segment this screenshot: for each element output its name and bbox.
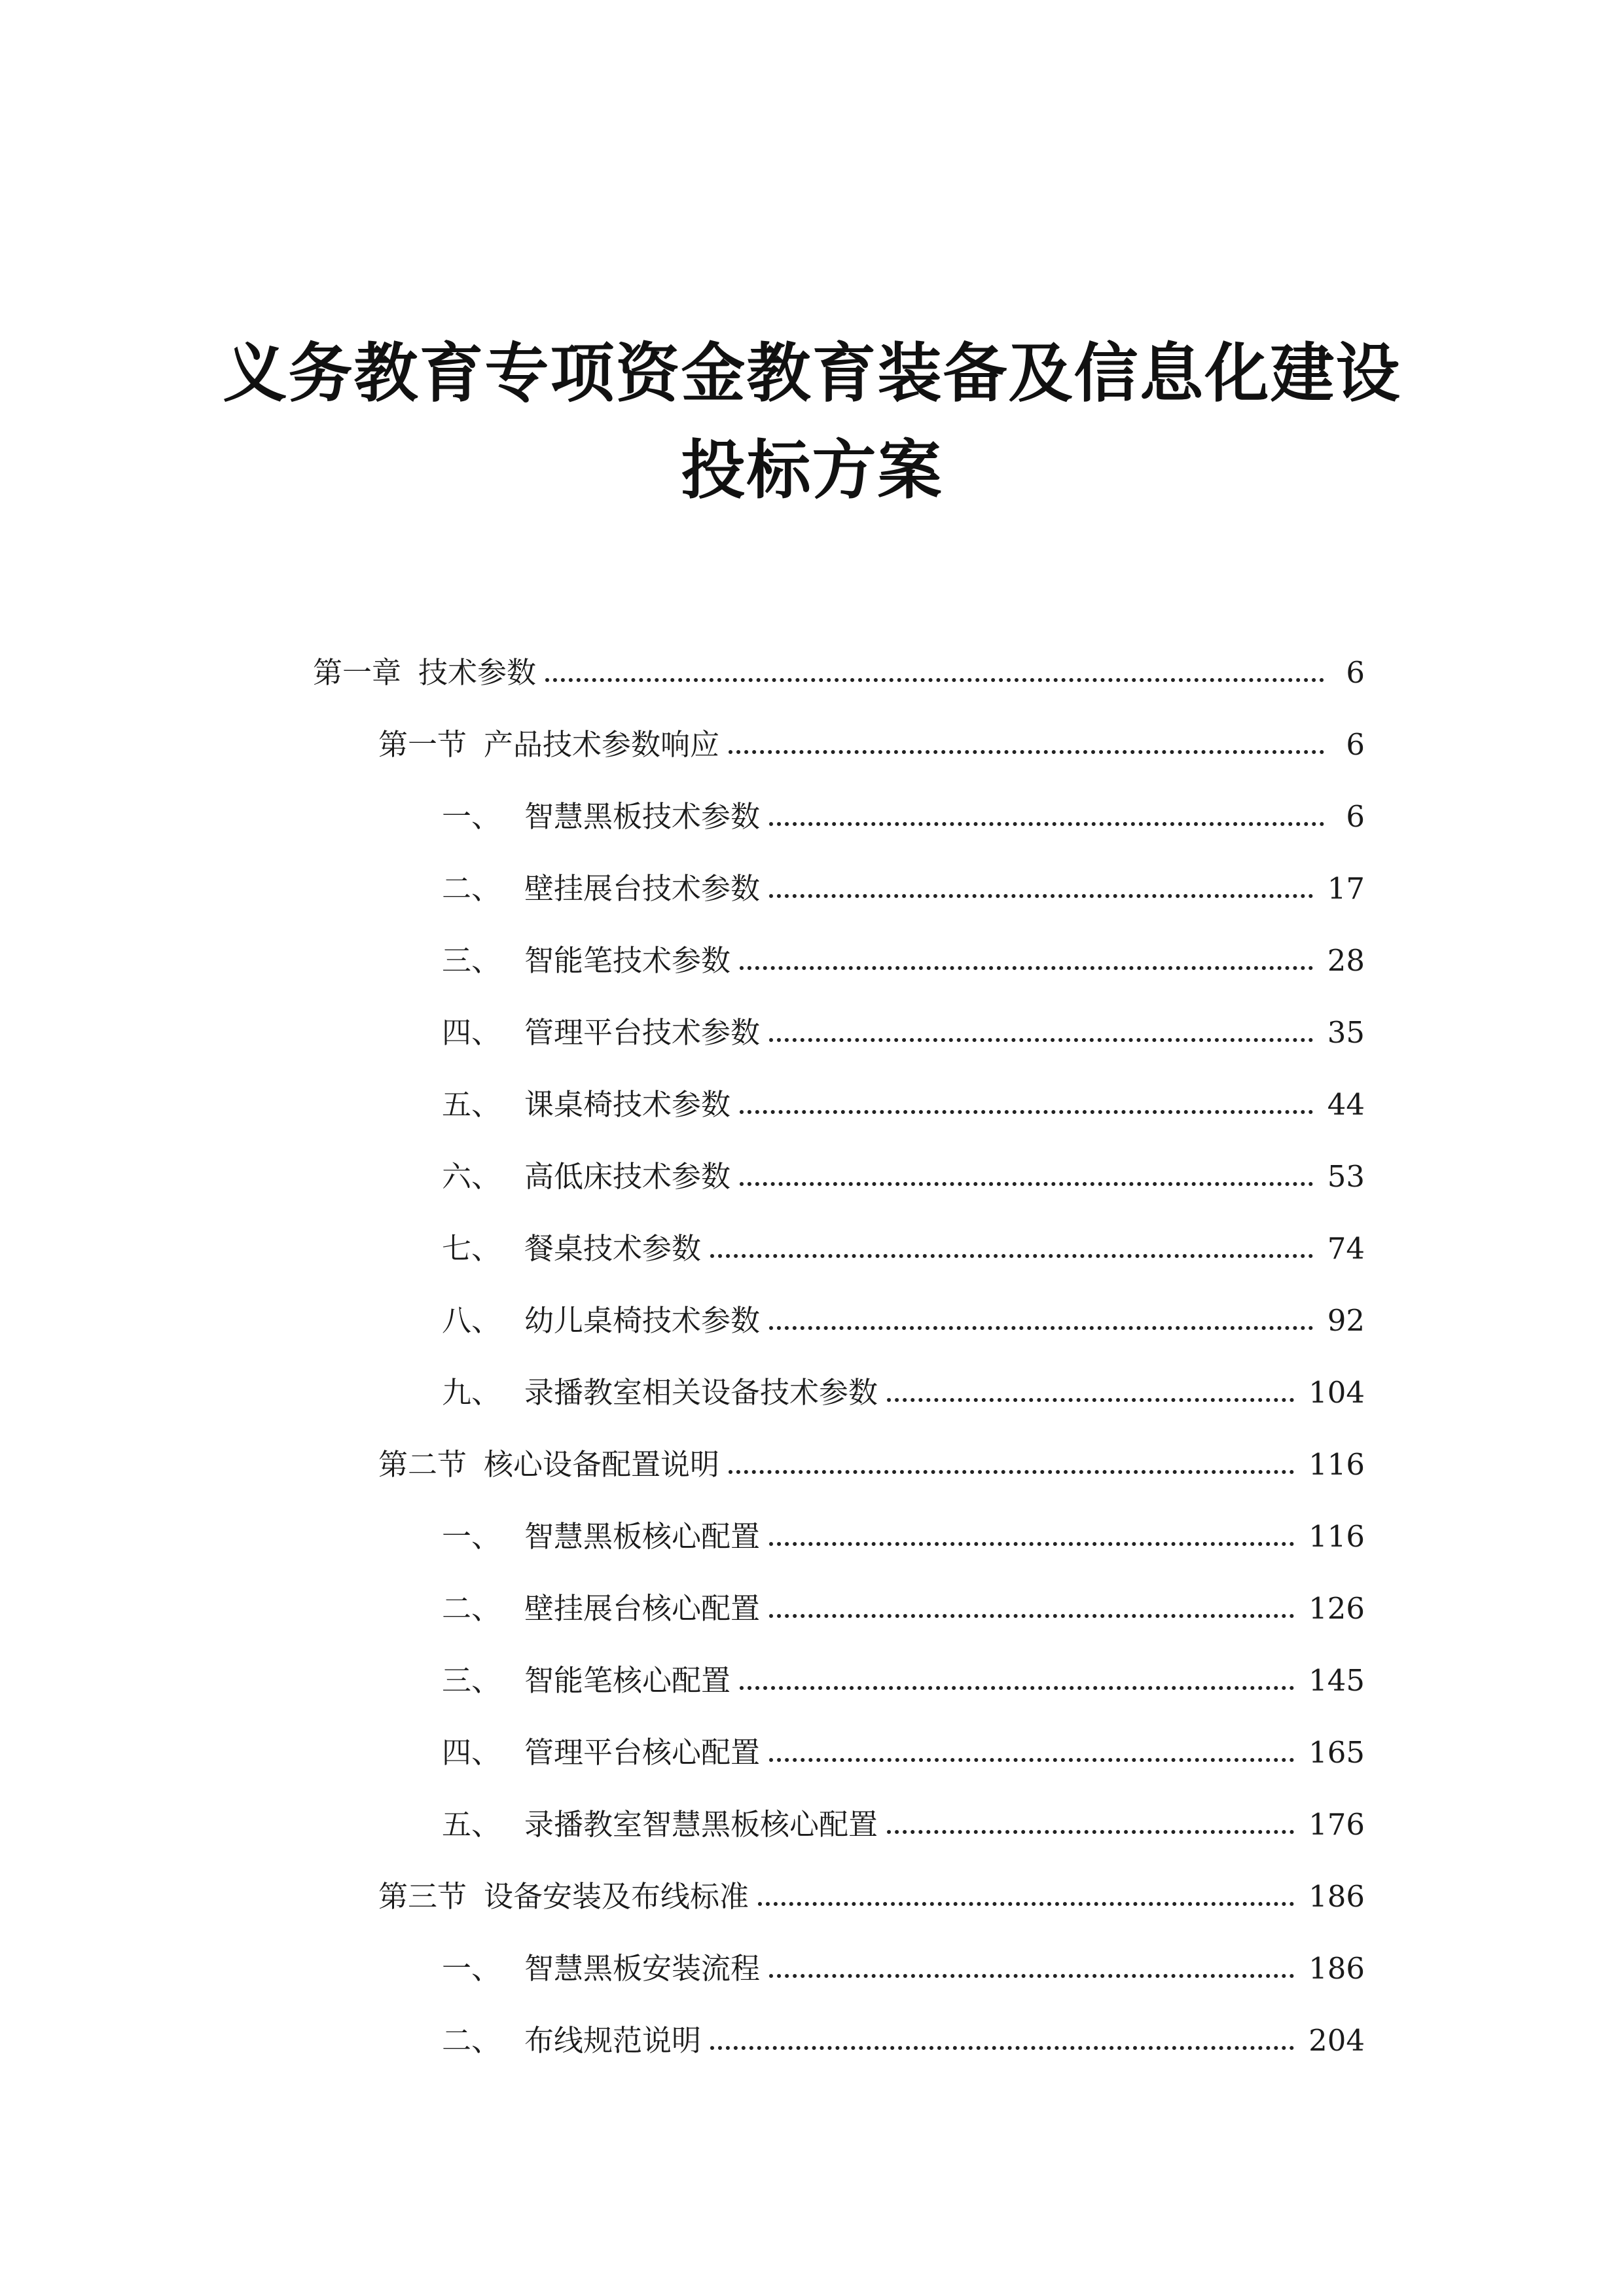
toc-entry-number: 三、 (442, 943, 501, 975)
dot-leader (545, 678, 1324, 682)
toc-entry-page: 204 (1308, 2023, 1365, 2055)
toc-entry[interactable] (378, 1859, 1365, 1911)
toc-entry-label: 餐桌技术参数 (524, 1231, 702, 1263)
toc-entry-label: 智能笔技术参数 (524, 943, 731, 975)
document-title-line-1: 义务教育专项资金教育装备及信息化建设 (223, 336, 1401, 411)
toc-entry-label: 智慧黑板安装流程 (524, 1951, 761, 1983)
toc-entry-page: 176 (1308, 1807, 1365, 1839)
toc-entry-number: 八、 (442, 1303, 501, 1335)
dot-leader (769, 1758, 1294, 1762)
dot-leader (769, 822, 1324, 826)
document-title-line-2: 投标方案 (681, 433, 943, 508)
toc-entry-number: 四、 (442, 1735, 501, 1767)
toc-entry[interactable] (442, 1643, 1365, 1695)
toc-entry-page: 92 (1327, 1303, 1365, 1335)
toc-entry[interactable] (442, 1067, 1365, 1119)
toc-entry-page: 6 (1346, 655, 1365, 687)
toc-entry-number: 四、 (442, 1015, 501, 1047)
toc-entry-number: 九、 (442, 1375, 501, 1407)
toc-entry-number: 第二节 (378, 1447, 467, 1479)
toc-entry-label: 布线规范说明 (524, 2023, 702, 2055)
toc-entry-page: 126 (1308, 1591, 1365, 1623)
toc-entry-page: 74 (1327, 1231, 1365, 1263)
dot-leader (740, 966, 1313, 970)
dot-leader (710, 1254, 1313, 1258)
toc-entry-label: 管理平台核心配置 (524, 1735, 761, 1767)
toc-entry-label: 壁挂展台技术参数 (524, 871, 761, 903)
toc-entry-page: 35 (1327, 1015, 1365, 1047)
toc-entry-page: 116 (1308, 1447, 1365, 1479)
toc-entry-number: 三、 (442, 1663, 501, 1695)
toc-entry-label: 智慧黑板核心配置 (524, 1519, 761, 1551)
toc-entry[interactable] (442, 1571, 1365, 1623)
toc-entry-number: 七、 (442, 1231, 501, 1263)
toc-entry[interactable] (442, 1211, 1365, 1263)
dot-leader (769, 1614, 1294, 1618)
toc-entry-page: 28 (1327, 943, 1365, 975)
toc-entry-label: 高低床技术参数 (524, 1159, 731, 1191)
toc-entry-page: 165 (1308, 1735, 1365, 1767)
toc-entry-page: 186 (1308, 1879, 1365, 1911)
dot-leader (769, 894, 1313, 898)
toc-entry[interactable] (442, 851, 1365, 903)
toc-entry-page: 145 (1308, 1663, 1365, 1695)
toc-entry[interactable] (442, 779, 1365, 831)
dot-leader (887, 1830, 1294, 1834)
toc-entry-number: 二、 (442, 2023, 501, 2055)
toc-entry-number: 一、 (442, 799, 501, 831)
toc-entry-number: 一、 (442, 1519, 501, 1551)
toc-entry[interactable] (378, 1427, 1365, 1479)
toc-entry-number: 二、 (442, 871, 501, 903)
dot-leader (769, 1542, 1294, 1546)
toc-entry-page: 44 (1327, 1087, 1365, 1119)
toc-entry-page: 6 (1346, 727, 1365, 759)
toc-entry-label: 产品技术参数响应 (484, 727, 720, 759)
toc-entry[interactable] (442, 1715, 1365, 1767)
toc-entry[interactable] (442, 2003, 1365, 2055)
toc-entry-number: 六、 (442, 1159, 501, 1191)
toc-entry-label: 设备安装及布线标准 (484, 1879, 749, 1911)
toc-entry-label: 壁挂展台核心配置 (524, 1591, 761, 1623)
toc-entry-label: 管理平台技术参数 (524, 1015, 761, 1047)
toc-entry-label: 课桌椅技术参数 (524, 1087, 731, 1119)
toc-entry-number: 第一节 (378, 727, 467, 759)
toc-entry-label: 核心设备配置说明 (484, 1447, 720, 1479)
dot-leader (740, 1182, 1313, 1186)
toc-entry-page: 116 (1308, 1519, 1365, 1551)
toc-entry[interactable] (442, 1499, 1365, 1551)
dot-leader (769, 1326, 1313, 1330)
dot-leader (740, 1686, 1294, 1690)
dot-leader (887, 1398, 1294, 1402)
toc-entry[interactable] (378, 707, 1365, 759)
toc-entry-page: 6 (1346, 799, 1365, 831)
toc-entry[interactable] (313, 635, 1365, 687)
toc-entry-label: 录播教室智慧黑板核心配置 (524, 1807, 878, 1839)
toc-entry[interactable] (442, 1355, 1365, 1407)
toc-entry[interactable] (442, 923, 1365, 975)
toc-entry-label: 技术参数 (418, 655, 537, 687)
toc-entry-label: 智能笔核心配置 (524, 1663, 731, 1695)
toc-entry[interactable] (442, 1931, 1365, 1983)
toc-entry-number: 五、 (442, 1087, 501, 1119)
table-of-contents (0, 635, 1624, 2179)
toc-entry-label: 幼儿桌椅技术参数 (524, 1303, 761, 1335)
toc-entry[interactable] (442, 1139, 1365, 1191)
dot-leader (758, 1902, 1294, 1906)
dot-leader (769, 1974, 1294, 1978)
toc-entry-label: 录播教室相关设备技术参数 (524, 1375, 878, 1407)
toc-entry-number: 第三节 (378, 1879, 467, 1911)
dot-leader (729, 1470, 1294, 1474)
toc-entry-page: 17 (1327, 871, 1365, 903)
toc-entry-number: 一、 (442, 1951, 501, 1983)
dot-leader (710, 2046, 1294, 2050)
toc-entry[interactable] (442, 995, 1365, 1047)
toc-entry-label: 智慧黑板技术参数 (524, 799, 761, 831)
toc-entry-number: 第一章 (313, 655, 402, 687)
dot-leader (769, 1038, 1313, 1042)
toc-entry-number: 二、 (442, 1591, 501, 1623)
dot-leader (729, 750, 1324, 754)
dot-leader (740, 1110, 1313, 1114)
toc-entry-page: 186 (1308, 1951, 1365, 1983)
toc-entry-page: 104 (1308, 1375, 1365, 1407)
toc-entry[interactable] (442, 1283, 1365, 1335)
toc-entry-page: 53 (1327, 1159, 1365, 1191)
toc-entry-number: 五、 (442, 1807, 501, 1839)
toc-entry[interactable] (442, 1787, 1365, 1839)
